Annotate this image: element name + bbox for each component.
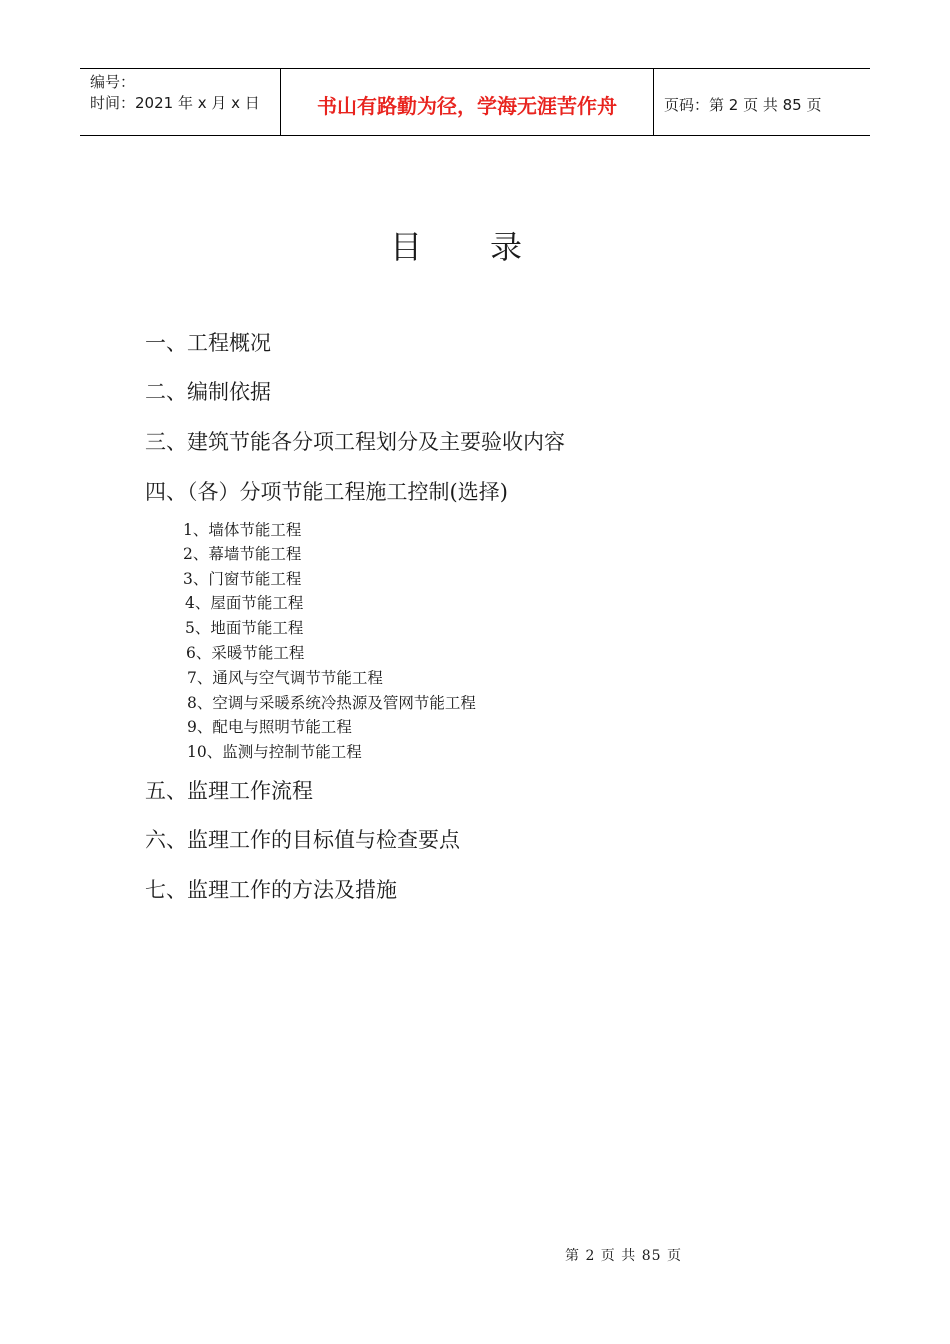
header-page-cell — [654, 69, 870, 135]
toc-sub-item[interactable]: 3、门窗节能工程 — [183, 570, 302, 588]
toc-sub-item[interactable]: 1、墙体节能工程 — [183, 521, 302, 539]
toc-sub-item[interactable]: 9、配电与照明节能工程 — [187, 718, 352, 736]
toc-sub-item[interactable]: 5、地面节能工程 — [185, 619, 304, 637]
header-info-cell — [80, 69, 281, 135]
toc-sub-item[interactable]: 4、屋面节能工程 — [185, 594, 304, 612]
toc-item[interactable]: 一、工程概况 — [145, 331, 271, 355]
toc-item[interactable]: 七、监理工作的方法及措施 — [145, 878, 397, 902]
document-time-label: 时间：2021 年 x 月 x 日 — [90, 94, 260, 112]
document-number-label: 编号： — [90, 73, 136, 91]
header-motto: 书山有路勤为径，学海无涯苦作舟 — [317, 93, 617, 118]
toc-item[interactable]: 三、建筑节能各分项工程划分及主要验收内容 — [145, 430, 565, 454]
toc-item[interactable]: 五、监理工作流程 — [145, 779, 313, 803]
header-motto-cell — [281, 69, 654, 135]
page-footer: 第 2 页 共 85 页 — [565, 1248, 682, 1264]
toc-title: 目录 — [389, 228, 590, 266]
header-page-number: 页码：第 2 页 共 85 页 — [664, 95, 822, 114]
toc-sub-item[interactable]: 6、采暖节能工程 — [186, 644, 305, 662]
toc-sub-item[interactable]: 2、幕墙节能工程 — [183, 545, 302, 563]
toc-sub-item[interactable]: 8、空调与采暖系统冷热源及管网节能工程 — [187, 694, 476, 712]
toc-sub-item[interactable]: 10、监测与控制节能工程 — [187, 743, 362, 761]
toc-item[interactable]: 二、编制依据 — [145, 380, 271, 404]
toc-sub-item[interactable]: 7、通风与空气调节节能工程 — [187, 669, 383, 687]
document-header — [80, 68, 870, 136]
toc-item[interactable]: 四、（各）分项节能工程施工控制(选择) — [145, 480, 508, 504]
toc-item[interactable]: 六、监理工作的目标值与检查要点 — [145, 828, 460, 852]
